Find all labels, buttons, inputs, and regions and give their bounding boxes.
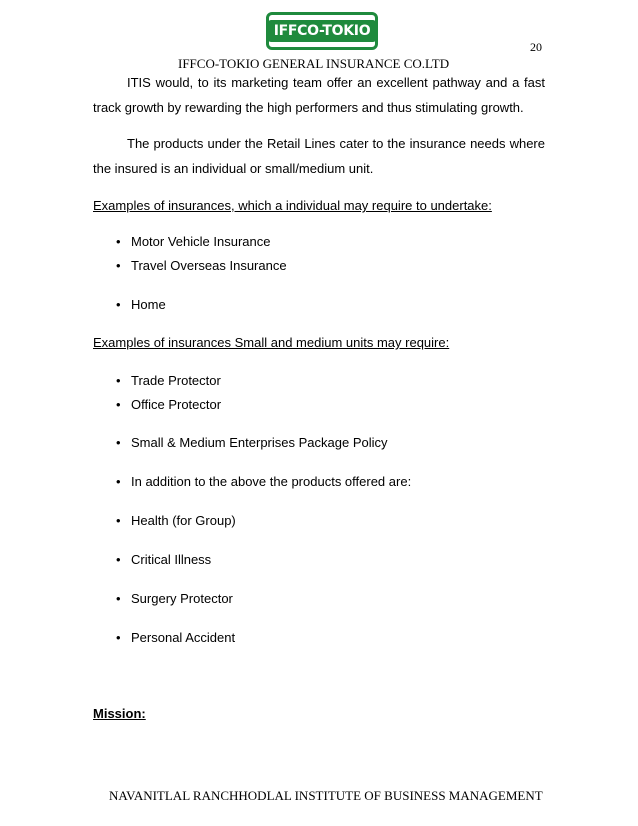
company-header: IFFCO-TOKIO GENERAL INSURANCE CO.LTD [178,56,450,71]
page-number: 20 [530,40,542,54]
list-item: • Motor Vehicle Insurance [116,234,271,249]
bullet-icon: • [116,435,121,450]
list-item: • Office Protector [116,397,222,412]
list-item: • Trade Protector [116,373,221,388]
institute-footer: NAVANITLAL RANCHHODLAL INSTITUTE OF BUSINESS MANAGEMENT [109,788,543,803]
mission-heading: Mission: [93,706,146,721]
list-item: • In addition to the above the products offered are: [116,474,412,489]
logo-text: IFFCO-TOKIO [268,20,377,42]
list-item: • Health (for Group) [116,513,236,528]
bullet-icon: • [116,552,121,567]
list-item: • Personal Accident [116,630,236,645]
bullet-icon: • [116,258,121,273]
list-item: • Surgery Protector [116,591,233,606]
list-item: • Home [116,297,166,312]
list-item: • Small & Medium Enterprises Package Policy [116,435,388,450]
list-item: • Travel Overseas Insurance [116,258,287,273]
bullet-icon: • [116,397,121,412]
paragraph-itis-growth: ITIS would, to its marketing team offer an excellent pathway and a fast track growth by rewarding the high performers and thus stimulating growth. [93,75,545,115]
bullet-icon: • [116,297,121,312]
bullet-icon: • [116,591,121,606]
iffco-tokio-logo [266,12,378,50]
bullet-icon: • [116,474,121,489]
individual-insurance-heading: Examples of insurances, which a individual may require to undertake: [93,198,492,213]
bullet-icon: • [116,373,121,388]
paragraph-retail-lines: The products under the Retail Lines cater to the insurance needs where the insured is an individual or small/medium unit. [93,136,545,176]
sme-insurance-heading: Examples of insurances Small and medium units may require: [93,335,450,350]
bullet-icon: • [116,234,121,249]
list-item: • Critical Illness [116,552,212,567]
bullet-icon: • [116,513,121,528]
bullet-icon: • [116,630,121,645]
